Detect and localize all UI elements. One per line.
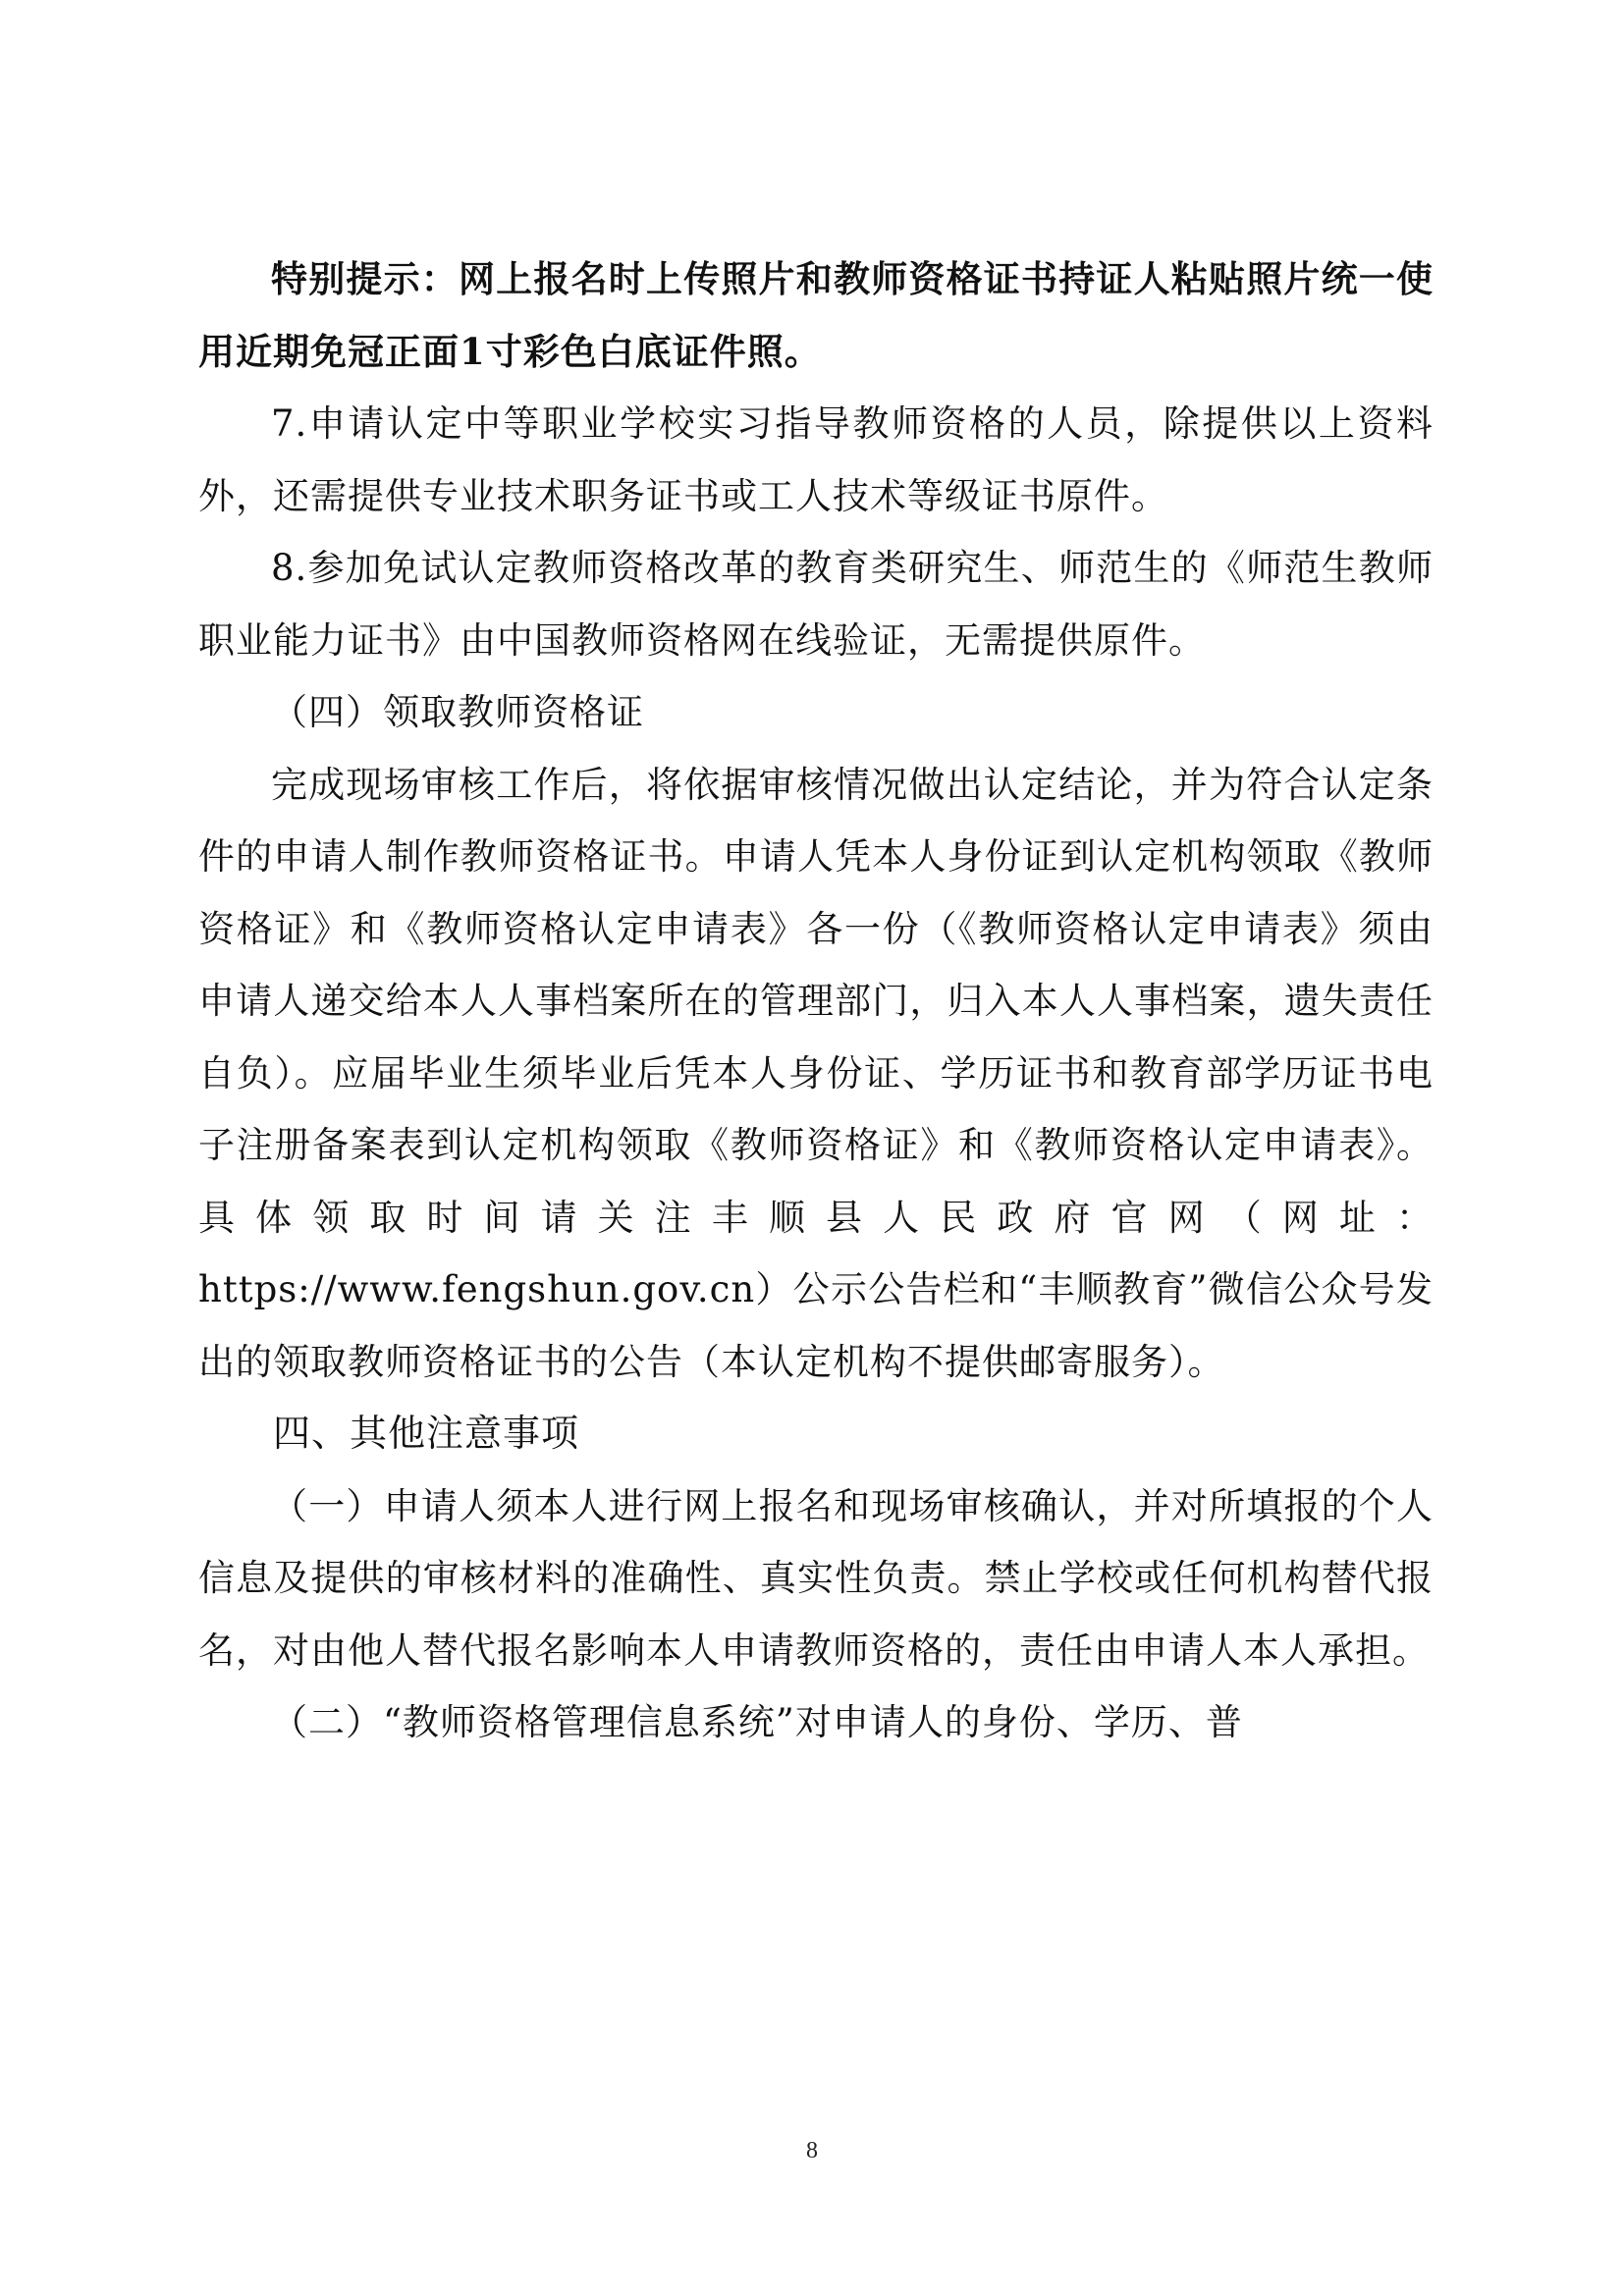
item-7-paragraph: 7.申请认定中等职业学校实习指导教师资格的人员，除提供以上资料外，还需提供专业技术职务证书或工人技术等级证书原件。: [198, 402, 1434, 517]
special-notice-paragraph: 特别提示：网上报名时上传照片和教师资格证书持证人粘贴照片统一使用近期免冠正面1寸彩色白底证件照。: [198, 257, 1434, 373]
collect-certificate-paragraph: 完成现场审核工作后，将依据审核情况做出认定结论，并为符合认定条件的申请人制作教师资格证书。申请人凭本人身份证到认定机构领取《教师资格证》和《教师资格认定申请表》各一份（《教师资格认定申请表》须由申请人递交给本人人事档案所在的管理部门，归入本人人事档案，遗失责任自负）。应届毕业生须毕业后凭本人身份证、学历证书和教育部学历证书电子注册备案表到认定机构领取《教师资格证》和《教师资格认定申请表》。具体领取时间请关注丰顺县人民政府官网（网址：https://www.fengshun.gov.cn）公示公告栏和“丰顺教育”微信公众号发出的领取教师资格证书的公告（本认定机构不提供邮寄服务）。: [198, 763, 1434, 1383]
item-8-paragraph: 8.参加免试认定教师资格改革的教育类研究生、师范生的《师范生教师职业能力证书》由中国教师资格网在线验证，无需提供原件。: [198, 547, 1434, 662]
note-1-paragraph: （一）申请人须本人进行网上报名和现场审核确认，并对所填报的个人信息及提供的审核材料的准确性、真实性负责。禁止学校或任何机构替代报名，对由他人替代报名影响本人申请教师资格的，责任由申请人本人承担。: [198, 1484, 1434, 1672]
subsection-heading-collect-certificate: （四）领取教师资格证: [271, 691, 644, 733]
note-2-paragraph: （二）“教师资格管理信息系统”对申请人的身份、学历、普: [271, 1701, 1243, 1743]
page-body: [198, 243, 1434, 1759]
section-heading-other-notes: 四、其他注意事项: [273, 1412, 580, 1455]
page-number: 8: [806, 2138, 818, 2163]
